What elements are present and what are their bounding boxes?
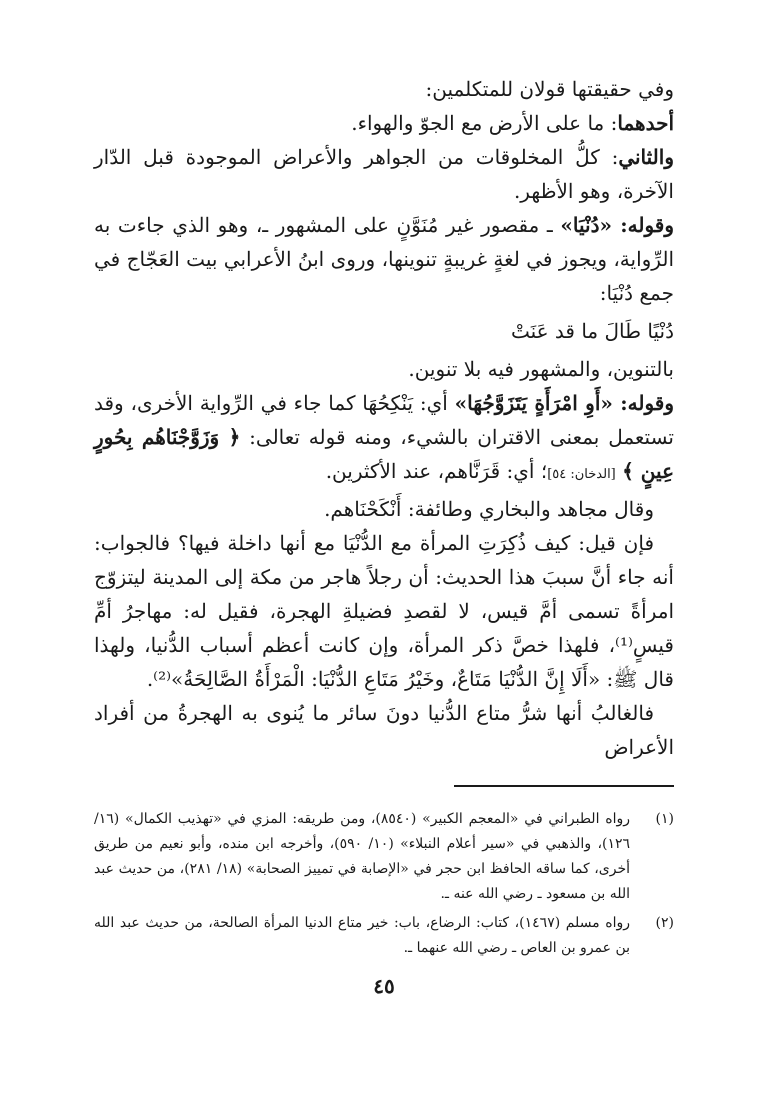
final-paragraph (94, 696, 674, 764)
quran-reference: [الدخان: ٥٤] (547, 467, 616, 482)
poetry-verse: دُنْيًا طَالَ ما قد عَنَتْ (510, 319, 674, 343)
first-opinion-label: أحدهما (617, 111, 674, 135)
mujahid-paragraph (94, 492, 674, 526)
mujahid-text: وقال مجاهد والبخاري وطائفة: أَنْكَحْنَاهم. (324, 497, 654, 521)
page-number: ٤٥ (373, 974, 395, 998)
question-paragraph (94, 526, 674, 696)
dunya-label: وقوله: «دُنْيَا» (560, 213, 674, 237)
second-opinion-label: والثاني (618, 145, 674, 169)
footnote-number: (١) (655, 811, 674, 827)
imra-label: وقوله: «أَوِ امْرَأَةٍ يَتَزَوَّجُهَا» (454, 391, 675, 415)
final-text: فالغالبُ أنها شرُّ متاع الدُّنيا دونَ سائر ما يُنوى به الهجرةُ من أفراد الأعراض (94, 701, 674, 759)
footnote-text: رواه الطبراني في «المعجم الكبير» (٨٥٤٠)، ومن طريقه: المزي في «تهذيب الكمال» (١٦/ ١٢٦)، والذهبي في «سير أعلام النبلاء» (١٠/ ٥٩٠)، وأخرجه ابن منده، وأبو نعيم من طريق أخرى، كما ساقه الحافظ ابن حجر في «الإصابة في تمييز الصحابة» (١٨/ ٢٨١)، من حديث عبد الله بن مسعود ـ رضي الله عنه ـ. (94, 811, 631, 902)
imra-text: أي: يَنْكِحُهَا كما جاء في الرِّواية الأخرى، وقد تستعمل بمعنى الاقتران بالشيء، ومنه قوله تعالى: (94, 391, 674, 449)
intro-paragraph (94, 72, 674, 106)
footnote-divider (454, 785, 674, 787)
first-opinion-text: : ما على الأرض مع الجوّ والهواء. (351, 111, 618, 135)
tanween-text: بالتنوين، والمشهور فيه بلا تنوين. (408, 357, 674, 381)
question-text: فإن قيل: كيف ذُكِرَتِ المرأة مع الدُّنْيَا مع أنها داخلة فيها؟ فالجواب: أنه جاء أنَّ سببَ هذا الحديث: أن رجلاً هاجر من مكة إلى المدينة ليتزوّج امرأةً تسمى أمَّ قيس، لا لقصدِ فضيلةِ الهجرة، فقيل له: مهاجرُ أمِّ قيسٍ⁽¹⁾، فلهذا خصَّ ذكر المرأة، وإن كانت أعظم أسباب الدُّنيا، ولهذا قال ﷺ: «أَلَا إِنَّ الدُّنْيَا مَتَاعٌ، وخَيْرُ مَتَاعِ الدُّنْيَا: الْمَرْأَةُ الصَّالِحَةُ»⁽²⁾. (94, 531, 674, 691)
second-opinion-paragraph (94, 140, 674, 208)
page (94, 72, 674, 1032)
main-text (94, 72, 674, 764)
footnote-text: رواه مسلم (١٤٦٧)، كتاب: الرضاع، باب: خير متاع الدنيا المرأة الصالحة، من حديث عبد الله بن عمرو بن العاص ـ رضي الله عنهما ـ. (94, 915, 630, 956)
intro-text: وفي حقيقتها قولان للمتكلمين: (425, 77, 674, 101)
first-opinion-paragraph (94, 106, 674, 140)
dunya-text: ـ مقصور غير مُنَوَّنٍ على المشهور ـ، وهو الذي جاءت به الرِّواية، ويجوز في لغةٍ غريبةٍ تنوينها، وروى ابنُ الأعرابي بيت العَجّاج في جمع دُنْيَا: (94, 213, 674, 305)
dunya-paragraph (94, 208, 674, 310)
imra-end-text: ؛ أي: قَرَنَّاهم، عند الأكثرين. (325, 459, 548, 483)
second-opinion-text: : كلُّ المخلوقات من الجواهر والأعراض الموجودة قبل الدّار الآخرة، وهو الأظهر. (94, 145, 674, 203)
footnote-item (94, 807, 674, 907)
quran-verse: ﴿ وَزَوَّجْنَاهُم بِحُورٍ عِينٍ ﴾ (94, 425, 674, 483)
footnote-item (94, 911, 674, 961)
footnote-number: (٢) (655, 915, 674, 931)
imra-paragraph (94, 386, 674, 492)
footnotes (94, 807, 674, 965)
tanween-paragraph (94, 352, 674, 386)
